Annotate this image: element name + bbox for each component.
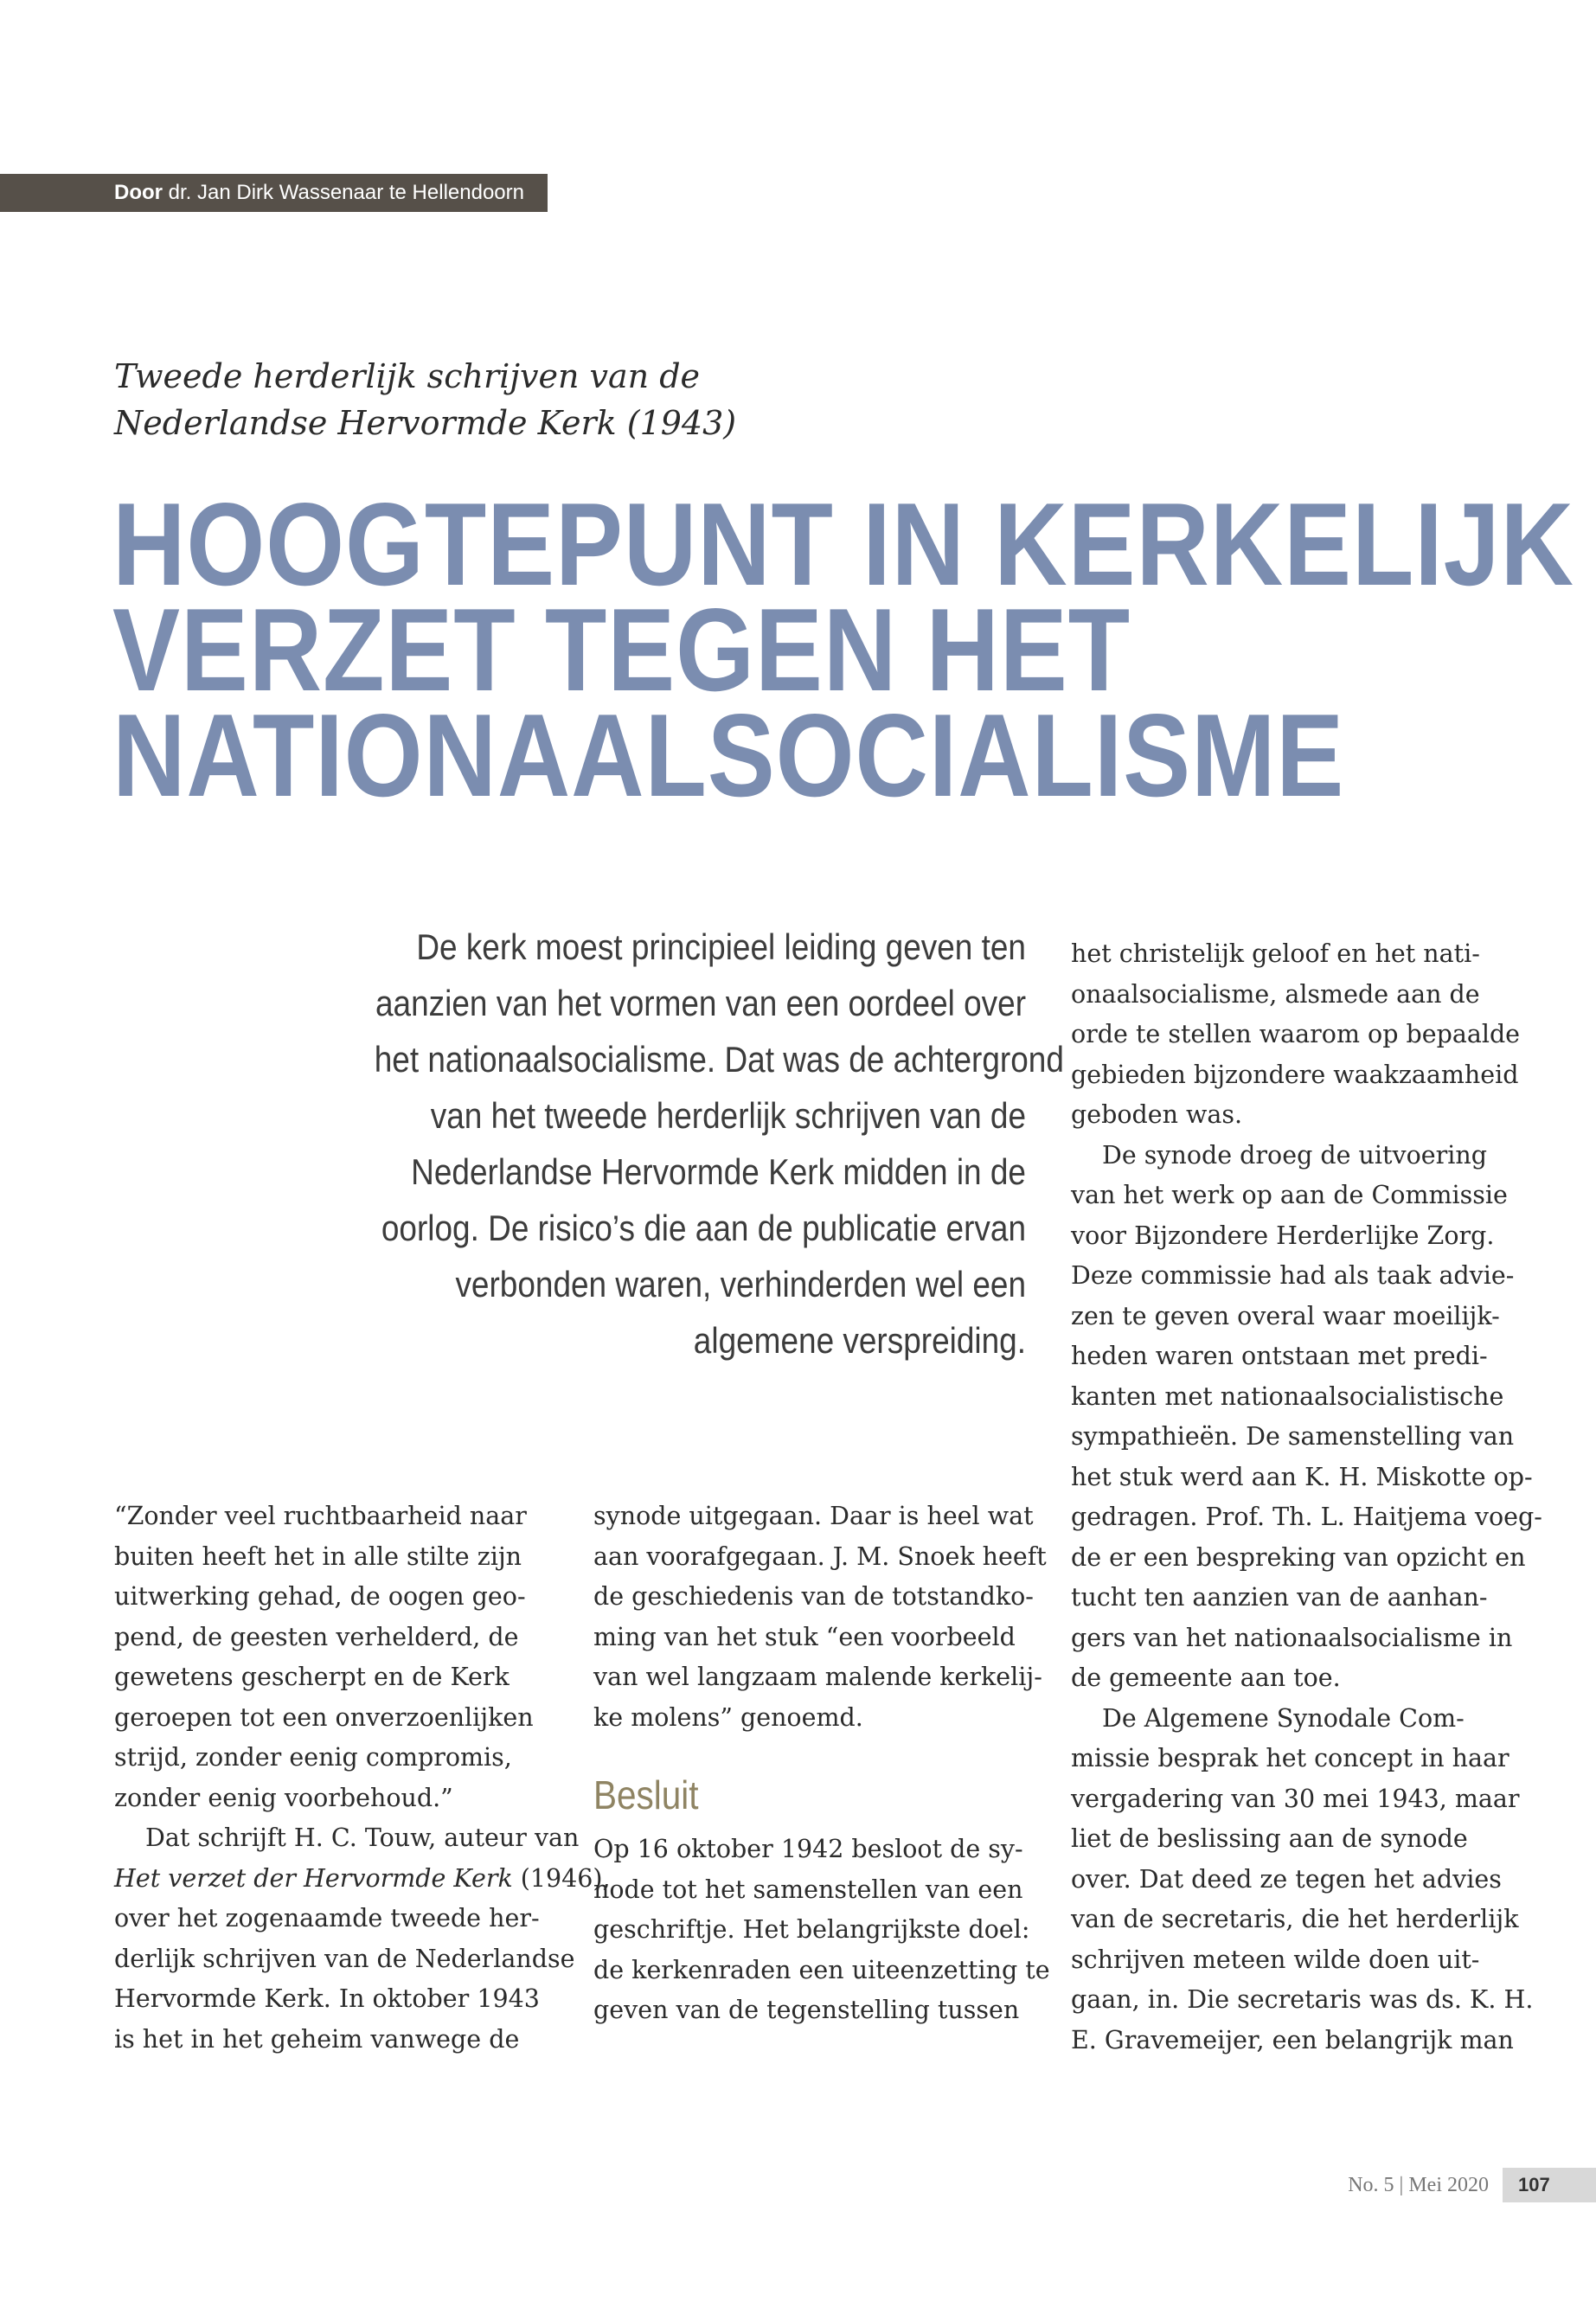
body-line: aan voorafgegaan. J. M. Snoek heeft	[593, 1541, 1047, 1571]
body-line: vergadering van 30 mei 1943, maar	[1071, 1784, 1520, 1813]
body-line: het stuk werd aan K. H. Miskotte op-	[1071, 1462, 1533, 1491]
body-line: De Algemene Synodale Com-	[1102, 1703, 1465, 1733]
body-line: gedragen. Prof. Th. L. Haitjema voeg-	[1071, 1503, 1542, 1531]
body-line: heden waren ontstaan met predi-	[1071, 1342, 1488, 1370]
body-line: over het zogenaamde tweede her-	[114, 1904, 540, 1932]
body-line: derlijk schrijven van de Nederlandse	[114, 1944, 575, 1973]
body-line: van wel langzaam malende kerkelij-	[593, 1663, 1042, 1691]
body-line: “Zonder veel ruchtbaarheid naar	[114, 1502, 527, 1530]
book-title: Het verzet der Hervormde Kerk	[114, 1863, 513, 1893]
body-line: geven van de tegenstelling tussen	[593, 1996, 1020, 2024]
lead-line: verbonden waren, verhinderden wel een	[455, 1264, 1026, 1304]
body-line: van de secretaris, die het herderlijk	[1071, 1905, 1519, 1933]
body-line: het christelijk geloof en het nati-	[1071, 939, 1480, 968]
byline-prefix: Door	[114, 181, 163, 204]
lead-line: van het tweede herderlijk schrijven van de	[430, 1095, 1026, 1136]
book-year: (1946),	[512, 1863, 611, 1893]
page-footer	[1298, 2168, 1596, 2202]
article-headline	[112, 478, 1574, 821]
body-line: van het werk op aan de Commissie	[1071, 1181, 1508, 1209]
body-line: de er een bespreking van opzicht en	[1071, 1542, 1526, 1572]
body-line: strijd, zonder eenig compromis,	[114, 1743, 512, 1772]
body-line: de gemeente aan toe.	[1071, 1663, 1341, 1692]
lead-line: het nationaalsocialisme. Dat was de achtergrond	[374, 1039, 1064, 1080]
body-line: voor Bijzondere Herderlijke Zorg.	[1071, 1221, 1495, 1250]
body-line: buiten heeft het in alle stilte zijn	[114, 1541, 522, 1571]
body-line: kanten met nationaalsocialistische	[1071, 1381, 1504, 1411]
headline-line: VERZET TEGEN HET	[112, 584, 1131, 715]
body-line: De synode droeg de uitvoering	[1102, 1140, 1487, 1170]
article-subtitle	[114, 353, 979, 446]
lead-line: aanzien van het vormen van een oordeel over	[375, 983, 1026, 1023]
body-line: synode uitgegaan. Daar is heel wat	[593, 1502, 1034, 1530]
body-line: zonder eenig voorbehoud.”	[114, 1783, 453, 1812]
body-column-2	[593, 1497, 1050, 2031]
body-line: ke molens” genoemd.	[593, 1702, 863, 1732]
body-line	[114, 1859, 611, 1900]
body-line: ming van het stuk “een voorbeeld	[593, 1622, 1016, 1651]
body-line: E. Gravemeijer, een belangrijk man	[1071, 2025, 1514, 2054]
body-line: de kerkenraden een uiteenzetting te	[593, 1955, 1050, 1984]
body-column-3	[1071, 934, 1542, 2061]
body-line: geboden was.	[1071, 1100, 1243, 1129]
lead-paragraph	[285, 919, 1064, 1368]
headline-line: HOOGTEPUNT IN KERKELIJK	[112, 478, 1574, 610]
body-line: node tot het samenstellen van een	[593, 1875, 1023, 1904]
body-line: Dat schrijft H. C. Touw, auteur van	[145, 1823, 580, 1852]
byline-author: dr. Jan Dirk Wassenaar te Hellendoorn	[163, 181, 524, 204]
subtitle-line: Nederlandse Hervormde Kerk (1943)	[114, 404, 737, 442]
body-line: over. Dat deed ze tegen het advies	[1071, 1864, 1502, 1894]
byline-bar	[0, 174, 548, 212]
lead-line: algemene verspreiding.	[693, 1320, 1026, 1361]
subtitle-line: Tweede herderlijk schrijven van de	[114, 357, 701, 395]
body-line: schrijven meteen wilde doen uit-	[1071, 1945, 1480, 1974]
body-line: gebieden bijzondere waakzaamheid	[1071, 1060, 1519, 1089]
body-line: geroepen tot een onverzoenlijken	[114, 1702, 534, 1732]
body-line: zen te geven overal waar moeilijk-	[1071, 1301, 1500, 1330]
body-line: tucht ten aanzien van de aanhan-	[1071, 1583, 1488, 1612]
lead-line: Nederlandse Hervormde Kerk midden in de	[411, 1151, 1026, 1192]
section-heading-besluit: Besluit	[593, 1772, 699, 1817]
body-line: uitwerking gehad, de oogen geo-	[114, 1582, 526, 1611]
body-line: Op 16 oktober 1942 besloot de sy-	[593, 1835, 1023, 1863]
lead-line: De kerk moest principieel leiding geven ten	[416, 926, 1027, 967]
issue-info: No. 5 | Mei 2020	[1348, 2174, 1489, 2196]
lead-line: oorlog. De risico’s die aan de publicatie ervan	[381, 1208, 1026, 1248]
body-line: orde te stellen waarom op bepaalde	[1071, 1020, 1521, 1048]
page-number: 107	[1503, 2168, 1596, 2202]
body-line: gewetens gescherpt en de Kerk	[114, 1663, 510, 1691]
body-line: Hervormde Kerk. In oktober 1943	[114, 1984, 540, 2013]
body-line: gers van het nationaalsocialisme in	[1071, 1623, 1513, 1652]
body-line: liet de beslissing aan de synode	[1071, 1824, 1468, 1853]
body-line: missie besprak het concept in haar	[1071, 1744, 1509, 1772]
body-line: de geschiedenis van de totstandko-	[593, 1582, 1034, 1611]
body-column-1	[114, 1497, 611, 2060]
body-line: geschriftje. Het belangrijkste doel:	[593, 1915, 1030, 1944]
body-line: gaan, in. Die secretaris was ds. K. H.	[1071, 1985, 1534, 2014]
headline-line: NATIONAALSOCIALISME	[112, 689, 1345, 821]
body-line: pend, de geesten verhelderd, de	[114, 1622, 519, 1651]
body-line: Deze commissie had als taak advie-	[1071, 1261, 1515, 1290]
body-line: sympathieën. De samenstelling van	[1071, 1422, 1515, 1451]
body-line: onaalsocialisme, alsmede aan de	[1071, 979, 1480, 1009]
body-line: is het in het geheim vanwege de	[114, 2024, 520, 2054]
